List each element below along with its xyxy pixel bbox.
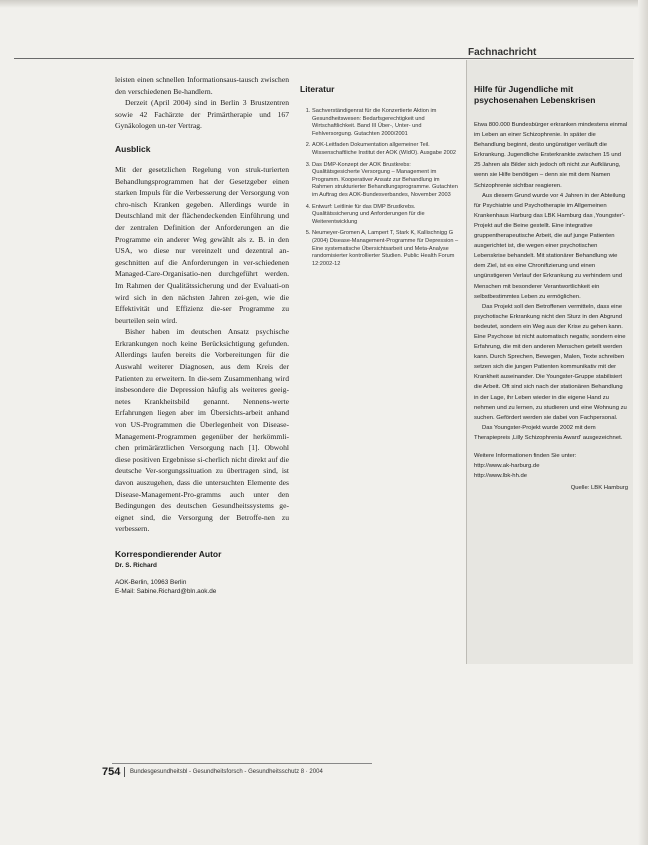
body-paragraph-2: Bisher haben im deutschen Ansatz psychische Erkrankungen noch keine Berücksichtigung gefunden. Allerdings laufen bereits die Vorbereitungen für die Auswahl weiterer Diagnosen, aus dem Kreis der Patienten zu erweitern. In die-sem Zusammenhang wird insbesondere die Depression häufig als weiteres geeig-netes Krankheitsbild genannt. Nennens-werte Erfahrungen liegen aber im Übersichts-arbeit anhand von US-Programmen die Überlegenheit von Disease-Management-Programmen gegenüber der herkömmli-chen primärärztlichen Versorgung nach [1]. Obwohl diese positiven Ergebnisse si-cherlich nicht direkt auf die deutsche Ver-sorgungssituation zu übertragen sind, ist davon auszugehen, dass die untersuchten Elemente des Disease-Management-Pro-gramms auch unter den Bedingungen des deutschen Gesundheitssystems ge-eignet sind, die Versorgung der Betroffe-nen zu verbessern. — [115, 327, 289, 534]
author-email: E-Mail: Sabine.Richard@bln.aok.de — [115, 587, 217, 595]
body-paragraph-1: Mit der gesetzlichen Regelung von struk-turierten Behandlungsprogrammen hat der Gesetzgeber einen starken Impuls für die Verbesserung der Versorgung von chro-nisch Kranken gegeben. Allerdings wurde in Deutschland mit der flächendeckenden Einführung und der zentralen Definition der Anforderungen an die Programme ein anderer Weg gewählt als z. B. in den USA, wo diese nur vereinzelt und dezentral an-geschnitten auf die Anforderungen in ver-schiedenen Managed-Care-Organisatio-nen durchgeführt werden. Im Rahmen der Qualitätssicherung und der Evaluati-on wird sich in den nächsten Jahren zei-gen, wie die Effektivität und Effizienz die-ser Programme zu beurteilen sein wird. — [115, 164, 289, 325]
info-box — [474, 84, 628, 493]
reference-item: 4. Entwurf: Leitlinie für das DMP Brustkrebs. Qualitätssicherung und Anforderungen für die Weiterentwicklung — [312, 204, 460, 227]
references-heading: Literatur — [300, 84, 335, 94]
info-box-heading: Hilfe für Jugendliche mit psychosenahen Lebenskrisen — [474, 84, 596, 105]
info-box-links — [474, 451, 628, 481]
header-rule — [14, 58, 634, 59]
reference-item: 1. Sachverständigenrat für die Konzertierte Aktion im Gesundheitswesen: Bedarfsgerechtigkeit und Wirtschaftlichkeit. Band III Über-, Unter- und Fehlversorgung. Gutachten 2000/2001 — [312, 108, 460, 138]
journal-citation: Bundesgesundheitsbl - Gesundheitsforsch - Gesundheitsschutz 8 · 2004 — [130, 769, 323, 775]
reference-list — [300, 108, 460, 268]
main-text-column — [115, 74, 289, 596]
footer-rule — [112, 763, 372, 764]
reference-item: 5. Neumeyer-Gromen A, Lampert T, Stark K, Kallischnigg G (2004) Disease-Management-Programme für Depression – Eine systematische Übersichtsarbeit und Meta-Analyse randomisierter kontrollierter Studien. Public Health Forum 12:2002-12 — [312, 230, 460, 268]
reference-item: 2. AOK-Leitfaden Dokumentation allgemeiner Teil. Wissenschaftliche Institut der AOK (WIdO). Ausgabe 2002 — [312, 142, 460, 157]
intro-paragraph-1: leisten einen schnellen Informationsaus-tausch zwischen den verschiedenen Be-handlern. — [115, 75, 289, 96]
info-box-paragraph-3: Das Projekt soll den Betroffenen vermitteln, dass eine psychotische Erkrankung nicht den Sturz in den Abgrund bedeutet, sondern ein Weg aus der Krise zu gehen kann. Eine Psychose ist nicht automatisch negativ, sondern eine Erfahrung, die mit den anderen Menschen geteilt werden kann. Durch Sprechen, Bewegen, Malen, Texte schreiben setzen sich die jungen Patienten kommunikativ mit der Krankheit auseinander. Die Youngster-Gruppe stabilisiert die Arbeit. Oft sind sich nach der stationären Behandlung in der Lage, ihr Leben wieder in die eigene Hand zu nehmen und zu lernen, zu studieren und eine Wohnung zu suchen. Gefördert werden sie dabei von Fachpersonal. — [474, 303, 627, 421]
section-heading-ausblick: Ausblick — [115, 143, 151, 154]
reference-item: 3. Das DMP-Konzept der AOK Brustkrebs: Qualitätsgesicherte Versorgung – Management im Programm. Kooperativer Ansatz zur Behandlung im Rahmen strukturierter Behandlungsprogramme. Gutachten im Auftrag des AOK-Bundesverbandes, November 2003 — [312, 162, 460, 200]
link-lbk-hh[interactable]: http://www.lbk-hh.de — [474, 473, 528, 480]
info-box-source: Quelle: LBK Hamburg — [570, 485, 628, 492]
info-box-paragraph-1: Etwa 800.000 Bundesbürger erkranken mindestens einmal im Leben an einer Schizophrenie. In später die Behandlung beginnt, desto ungünstiger verläuft die Erkrankung. Jugendliche Ersterkrankte zwischen 15 und 25 Jahren als Bilder sich jedoch oft nicht zur Aufklärung, wenn sie Hilfe benötigen – denn sie mit dem Namen Schizophrenie sichtbar reagieren. — [474, 122, 628, 189]
intro-paragraph-2: Derzeit (April 2004) sind in Berlin 3 Brustzentren sowie 42 Fachärzte der Primärtherapie und 167 Gynäkologen un-ter Vertrag. — [115, 98, 289, 131]
footer-divider — [124, 767, 125, 777]
info-box-paragraph-4: Das Youngster-Projekt wurde 2002 mit dem Therapiepreis ‚Lilly Schizophrenia Award' ausgezeichnet. — [474, 424, 623, 441]
link-ak-harburg[interactable]: http://www.ak-harburg.de — [474, 463, 540, 470]
references-column — [300, 84, 460, 272]
author-address: AOK-Berlin, 10963 Berlin — [115, 578, 187, 586]
author-name: Dr. S. Richard — [115, 561, 157, 569]
author-heading: Korrespondierender Autor — [115, 548, 222, 559]
links-intro: Weitere Informationen finden Sie unter: — [474, 453, 577, 459]
section-label: Fachnachricht — [468, 47, 537, 58]
scan-edge-top — [0, 0, 648, 8]
info-box-paragraph-2: Aus diesem Grund wurde vor 4 Jahren in der Abteilung für Psychiatrie und Psychotherapie im Allgemeinen Krankenhaus Harburg das LBK Hamburg das ‚Youngster'-Projekt auf die Beine gestellt. Eine integrative gruppentherapeutische Arbeit, die auf junge Patienten ausgerichtet ist, die wegen einer psychotischen Lebenskrise behandelt. Mit stationärer Behandlung wie dem Ziel, ist es eine Chronifizierung und einen ungünstigeren Verlauf der Erkrankung zu verhindern und Menschen mit besonderer Verantwortlichkeit ein selbstbestimmtes Leben zu ermöglichen. — [474, 192, 626, 300]
scan-edge-right — [638, 0, 648, 845]
page-number: 754 — [102, 766, 121, 778]
